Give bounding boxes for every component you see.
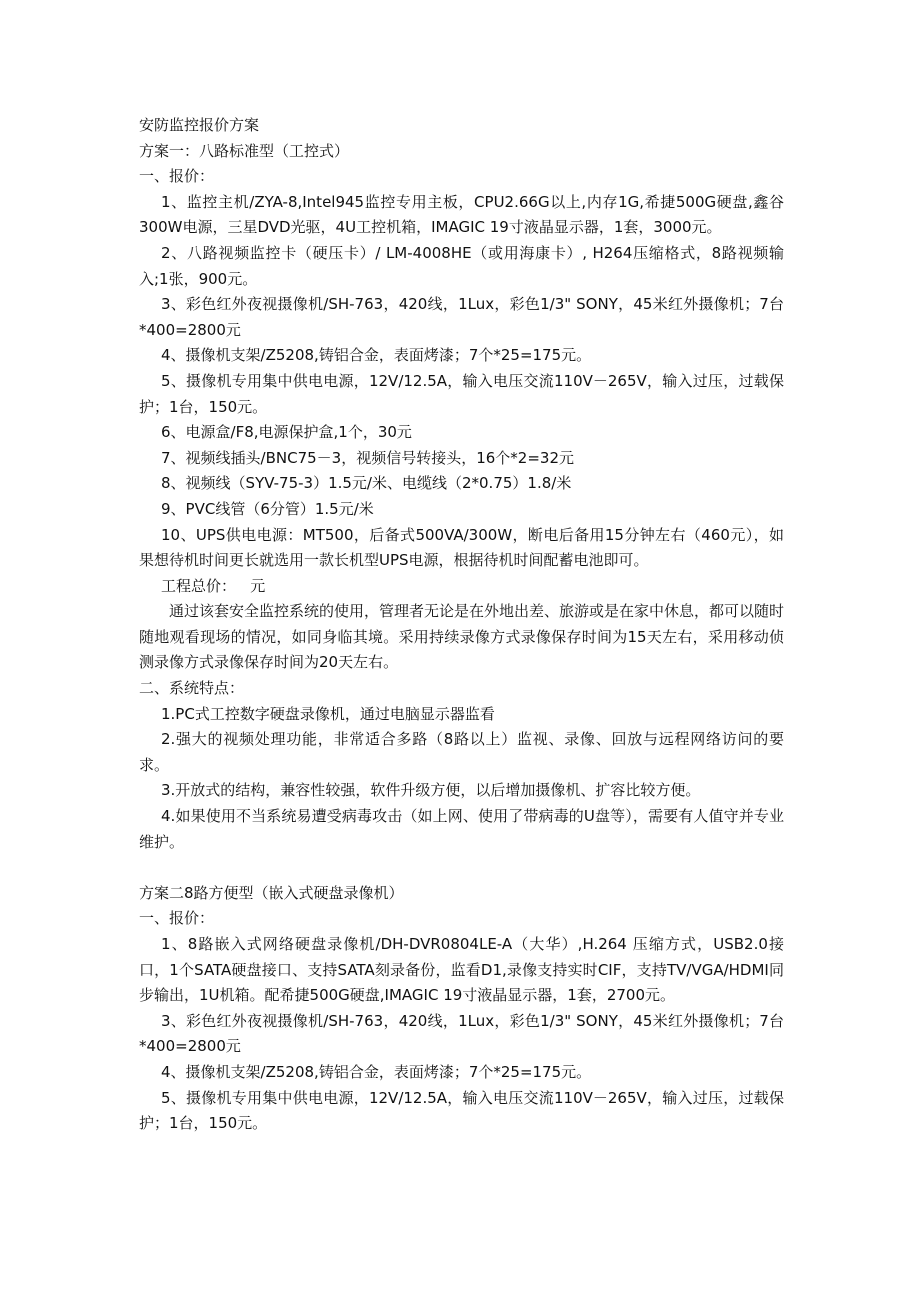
document-title: 安防监控报价方案 <box>139 116 260 134</box>
plan1-item-5: 5、摄像机专用集中供电电源，12V/12.5A，输入电压交流110V－265V，输入过压，过载保护；1台，150元。 <box>139 371 784 416</box>
document-page <box>139 113 784 1137</box>
plan1-feature-1: 1.PC式工控数字硬盘录像机，通过电脑显示器监看 <box>161 704 495 723</box>
plan1-item-7: 7、视频线插头/BNC75－3，视频信号转接头，16个*2=32元 <box>161 448 574 467</box>
plan1-quote-heading: 一、报价： <box>139 167 215 186</box>
plan1-feature-4: 4.如果使用不当系统易遭受病毒攻击（如上网、使用了带病毒的U盘等），需要有人值守并专业维护。 <box>139 807 784 851</box>
plan1-item-9: 9、PVC线管（6分管）1.5元/米 <box>161 499 374 518</box>
plan2-quote-heading: 一、报价： <box>139 909 215 928</box>
plan1-item-4: 4、摄像机支架/Z5208,铸铝合金，表面烤漆；7个*25=175元。 <box>161 346 592 365</box>
plan1-item-2: 2、八路视频监控卡（硬压卡）/ LM-4008HE（或用海康卡）, H264压缩格式，8路视频输入;1张，900元。 <box>139 243 784 288</box>
plan1-feature-3: 3.开放式的结构，兼容性较强，软件升级方便，以后增加摄像机、扩容比较方便。 <box>161 781 701 800</box>
plan1-item-10: 10、UPS供电电源：MT500，后备式500VA/300W，断电后备用15分钟左右（460元），如果想待机时间更长就选用一款长机型UPS电源，根据待机时间配蓄电池即可。 <box>139 525 784 570</box>
plan2-item-5: 5、摄像机专用集中供电电源，12V/12.5A，输入电压交流110V－265V，输入过压，过载保护；1台，150元。 <box>139 1088 784 1133</box>
plan1-item-3: 3、彩色红外夜视摄像机/SH-763，420线，1Lux，彩色1/3" SONY，45米红外摄像机；7台*400=2800元 <box>139 295 784 339</box>
plan1-item-6: 6、电源盒/F8,电源保护盒,1个，30元 <box>161 423 412 442</box>
plan1-item-1: 1、监控主机/ZYA-8,Intel945监控专用主板，CPU2.66G以上,内存1G,希捷500G硬盘,鑫谷300W电源，三星DVD光驱，4U工控机箱，IMAGIC 19寸液晶显示器，1套，3000元。 <box>139 192 784 237</box>
plan2-item-1: 1、8路嵌入式网络硬盘录像机/DH-DVR0804LE-A（大华）,H.264 压缩方式，USB2.0接口，1个SATA硬盘接口、支持SATA刻录备份，监看D1,录像支持实时CIF，支持TV/VGA/HDMI同步输出，1U机箱。配希捷500G硬盘,IMAGIC 19寸液晶显示器，1套，2700元。 <box>139 935 784 1005</box>
plan1-item-8: 8、视频线（SYV-75-3）1.5元/米、电缆线（2*0.75）1.8/米 <box>161 474 572 493</box>
plan2-title: 方案二8路方便型（嵌入式硬盘录像机） <box>139 883 404 902</box>
plan1-title: 方案一：八路标准型（工控式） <box>139 141 350 160</box>
plan1-summary: 通过该套安全监控系统的使用，管理者无论是在外地出差、旅游或是在家中休息，都可以随时随地观看现场的情况，如同身临其境。采用持续录像方式录像保存时间为15天左右，采用移动侦测录像方式录像保存时间为20天左右。 <box>139 602 785 672</box>
plan1-feature-2: 2.强大的视频处理功能，非常适合多路（8路以上）监视、录像、回放与远程网络访问的要求。 <box>139 730 784 774</box>
plan2-item-4: 4、摄像机支架/Z5208,铸铝合金，表面烤漆；7个*25=175元。 <box>161 1062 592 1081</box>
section-spacer <box>139 855 784 881</box>
plan1-features-heading: 二、系统特点： <box>139 679 245 698</box>
plan1-total-price: 工程总价： 元 <box>161 576 266 595</box>
plan2-item-3: 3、彩色红外夜视摄像机/SH-763，420线，1Lux，彩色1/3" SONY，45米红外摄像机；7台*400=2800元 <box>139 1011 784 1056</box>
